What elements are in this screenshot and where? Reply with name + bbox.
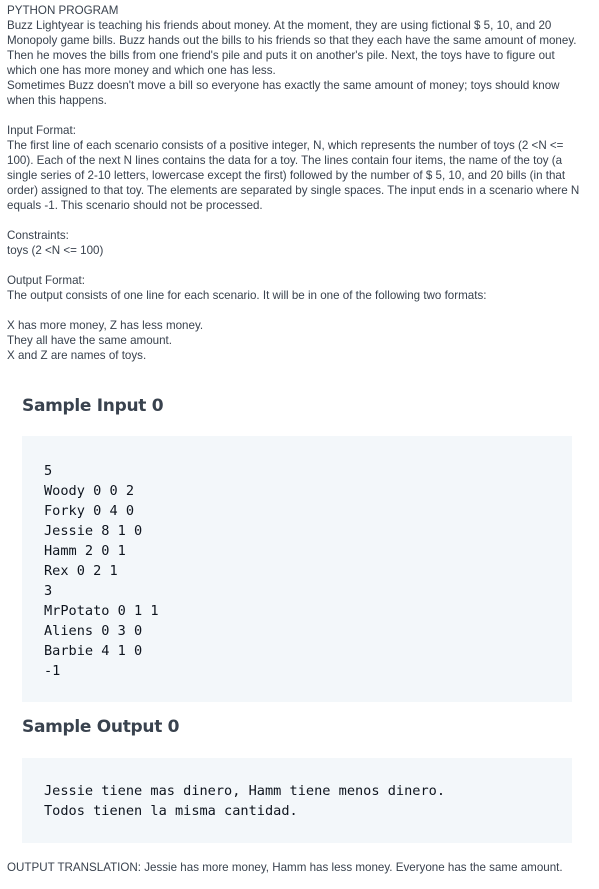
sample-output-heading: Sample Output 0: [22, 717, 180, 737]
input-format-text: The first line of each scenario consists of a positive integer, N, which represents the number of toys (2 <N <= 100). Each of the next N lines contains the data for a toy. The lines contain four items, the name of the toy (a single series of 2-10 letters, lowercase except the first) followed by the number of $ 5, 10, and 20 bills (in that order) assigned to that toy. The elements are separated by single spaces. The input ends in a scenario where N equals -1. This scenario should not be processed.: [7, 139, 583, 212]
code-line: Todos tienen la misma cantidad.: [44, 803, 298, 819]
code-line: 5: [44, 463, 53, 479]
code-line: -1: [44, 663, 61, 679]
constraints-text: toys (2 <N <= 100): [7, 244, 104, 257]
problem-statement: [7, 3, 587, 363]
code-line: Rex 0 2 1: [44, 563, 118, 579]
code-line: Hamm 2 0 1: [44, 543, 126, 559]
sample-input-code-block[interactable]: [22, 436, 572, 702]
constraints-label: Constraints:: [7, 229, 69, 242]
problem-description: Buzz Lightyear is teaching his friends about money. At the moment, they are using fictional $ 5, 10, and 20 Monopoly game bills. Buzz hands out the bills to his friends so that they each have the same amount of money. Then he moves the bills from one friend's pile and puts it on another's pile. Next, the toys have to figure out which one has more money and which one has less.: [7, 19, 580, 77]
code-line: Jessie 8 1 0: [44, 523, 143, 539]
code-line: Forky 0 4 0: [44, 503, 135, 519]
output-format-line: X and Z are names of toys.: [7, 349, 147, 362]
input-format-label: Input Format:: [7, 124, 76, 137]
code-line: Woody 0 0 2: [44, 483, 135, 499]
problem-title: PYTHON PROGRAM: [7, 4, 119, 17]
output-translation: OUTPUT TRANSLATION: Jessie has more money, Hamm has less money. Everyone has the same amount.: [7, 861, 563, 874]
code-line: Aliens 0 3 0: [44, 623, 143, 639]
problem-note: Sometimes Buzz doesn't move a bill so everyone has exactly the same amount of money; toys should know when this happens.: [7, 79, 563, 107]
code-line: Barbie 4 1 0: [44, 643, 143, 659]
output-format-label: Output Format:: [7, 274, 85, 287]
sample-input-heading: Sample Input 0: [22, 396, 164, 416]
code-line: 3: [44, 583, 53, 599]
output-format-text: The output consists of one line for each scenario. It will be in one of the following two formats:: [7, 289, 487, 302]
code-line: MrPotato 0 1 1: [44, 603, 159, 619]
code-line: Jessie tiene mas dinero, Hamm tiene menos dinero.: [44, 783, 446, 799]
output-format-line: They all have the same amount.: [7, 334, 172, 347]
output-format-line: X has more money, Z has less money.: [7, 319, 204, 332]
sample-output-code-block[interactable]: [22, 758, 572, 843]
